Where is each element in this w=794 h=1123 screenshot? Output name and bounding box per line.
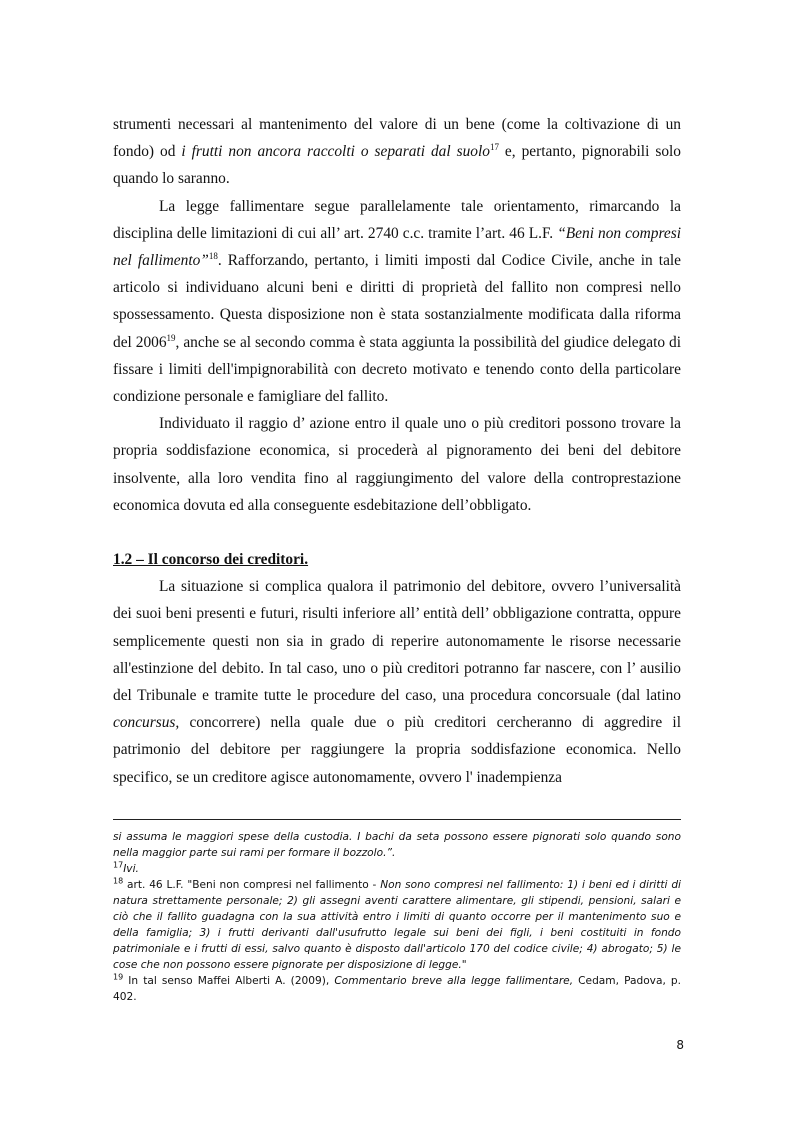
footnote-ref-17: 17 <box>489 142 499 153</box>
italic-title: “Beni non compresi nel fallimento” <box>113 224 681 270</box>
footnote-ref-18: 18 <box>208 250 218 261</box>
blank-line <box>113 519 681 546</box>
body-text <box>113 111 681 791</box>
footnote-19: $^{19}$ In tal senso Maffei Alberti A. (2009), Commentario breve alla legge fallimentare, Cedam, Padova, p. 402. <box>113 972 681 1003</box>
footnotes <box>113 829 681 1005</box>
section-heading: 1.2 – Il concorso dei creditori. <box>113 551 309 569</box>
paragraph-2: La legge fallimentare segue parallelamente tale orientamento, rimarcando la disciplina delle limitazioni di cui all’ art. 2740 c.c. tramite l’art. 46 L.F. “Beni non compresi nel fallimento”$^{18}$. Rafforzando, pertanto, i limiti imposti dal Codice Civile, anche in tale articolo si individuano alcuni beni e diritti di proprietà del fallito non compresi nello spossessamento. Questa disposizione non è stata sostanzialmente modificata dalla riforma del 2006$^{19}$, anche se al secondo comma è stata aggiunta la possibilità del giudice delegato di fissare i limiti dell'impignorabilità con decreto motivato e tenendo conto della particolare condizione personale e famigliare del fallito. <box>113 197 682 406</box>
footnote-ref-19: 19 <box>166 332 176 343</box>
paragraph-1: strumenti necessari al mantenimento del valore di un bene (come la coltivazione di un fondo) od i frutti non ancora raccolti o separati dal suolo$^{17}$ e, pertanto, pignorabili solo quando lo saranno. <box>113 116 681 188</box>
page-number: 8 <box>676 1038 684 1052</box>
footnote-continuation: si assuma le maggiori spese della custodia. I bachi da seta possono essere pignorati solo quando sono nella maggior parte sui rami per formare il bozzolo.”. <box>113 831 681 859</box>
footnote-18: $^{18}$ art. 46 L.F. "Beni non compresi nel fallimento - Non sono compresi nel fallimento: 1) i beni ed i diritti di natura strettamente personale; 2) gli assegni aventi carattere alimentare, gli stipendi, pensioni, salari e ciò che il fallito guadagna con la sua attività entro i limiti di quanto occorre per il mantenimento suo e della famiglia; 3) i frutti derivanti dall'usufrutto legale sui beni dei figli, i beni costituiti in fondo patrimoniale e i frutti di essi, salvo quanto è disposto dall'articolo 170 del codice civile; 4) abrogato; 5) le cose che non possono essere pignorate per disposizione di legge." <box>113 876 681 971</box>
paragraph-4: La situazione si complica qualora il patrimonio del debitore, ovvero l’universalità dei suoi beni presenti e futuri, risulti inferiore all’ entità dell’ obbligazione contratta, oppure semplicemente questi non sia in grado di reperire autonomamente le risorse necessarie all'estinzione del debito. In tal caso, uno o più creditori potranno far nascere, con l’ ausilio del Tribunale e tramite tutte le procedure del caso, una procedura concorsuale (dal latino concursus, concorrere) nella quale due o più creditori cercheranno di aggredire il patrimonio del debitore per raggiungere la propria soddisfazione economica. Nello specifico, se un creditore agisce autonomamente, ovvero l' inadempienza <box>113 578 681 786</box>
italic-term: concursus, <box>113 714 180 732</box>
footnote-separator <box>113 819 681 820</box>
paragraph-3: Individuato il raggio d’ azione entro il quale uno o più creditori possono trovare la propria soddisfazione economica, si procederà al pignoramento dei beni del debitore insolvente, alla loro vendita fino al raggiungimento del valore della controprestazione economica dovuta ed alla conseguente esdebitazione dell’obbligato. <box>113 415 681 514</box>
footnote-17: $^{17}$Ivi. <box>113 860 139 875</box>
italic-quote: i frutti non ancora raccolti o separati dal suolo <box>181 143 490 161</box>
